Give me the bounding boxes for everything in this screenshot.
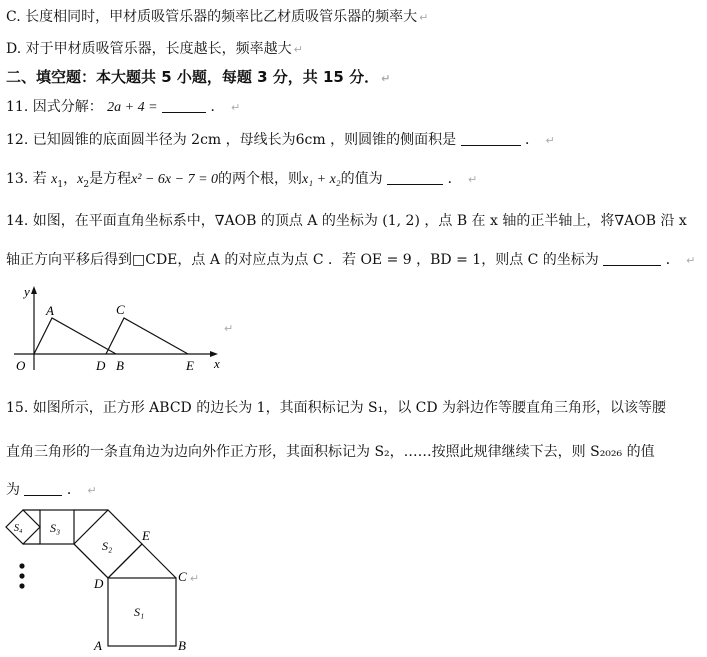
- q15-text-1: 15. 如图所示，正方形 ABCD 的边长为 1，其面积标记为 S₁，以 CD 为斜边作等腰直角三角形，以该等腰: [6, 400, 667, 416]
- square-figure: [0, 502, 220, 657]
- q13-text-2: ，: [63, 171, 78, 187]
- question-14-line-2: [6, 251, 695, 270]
- question-15-line-3: [6, 481, 97, 500]
- triangle-cde-edge: [142, 544, 176, 578]
- return-mark: ↵: [381, 72, 391, 85]
- q14-text-2: 轴正方向平移后得到□CDE，点 A 的对应点为点 C ．若 OE = 9 ，BD = 1，则点 C 的坐标为: [6, 252, 599, 268]
- continuation-dot: [19, 573, 24, 578]
- label-s2: S₂: [102, 539, 113, 553]
- return-mark: ↵: [545, 134, 555, 147]
- label-o: O: [16, 358, 26, 373]
- label-s3: S₃: [50, 521, 61, 535]
- q15-prefix: 为: [6, 482, 20, 498]
- return-mark: ↵: [190, 573, 200, 585]
- return-mark: ↵: [468, 173, 478, 186]
- return-mark: ↵: [419, 11, 429, 24]
- q14-text-1: 14. 如图，在平面直角坐标系中，∇AOB 的顶点 A 的坐标为 (1, 2) ，点 B 在 x 轴的正半轴上，将∇AOB 沿 x: [6, 213, 687, 229]
- answer-blank[interactable]: [387, 170, 443, 185]
- question-15-line-2: [6, 443, 655, 461]
- q13-text-4: 的两个根，则: [218, 171, 303, 187]
- label-b: B: [116, 358, 124, 373]
- section-heading-text: 二、填空题：本大题共 5 小题，每题 3 分，共 15 分．: [6, 68, 380, 86]
- option-d: [6, 40, 303, 59]
- label-x: x: [214, 356, 220, 371]
- label-y: y: [24, 284, 30, 299]
- triangle-side: [108, 544, 142, 578]
- section-heading: [6, 68, 390, 88]
- question-13: [6, 170, 477, 194]
- q13-sub-1: 1: [57, 179, 64, 190]
- label-d: D: [94, 576, 104, 591]
- q13-equation: x² − 6x − 7 = 0: [131, 172, 219, 187]
- q11-expression: 2a + 4 =: [107, 100, 158, 115]
- label-b: B: [178, 638, 186, 653]
- continuation-dot: [19, 563, 24, 568]
- label-a: A: [46, 303, 54, 318]
- q13-text-1: 13. 若: [6, 171, 52, 187]
- answer-blank[interactable]: [162, 98, 206, 113]
- return-mark: ↵: [686, 254, 696, 267]
- question-14-line-1: [6, 212, 687, 230]
- q13-x2: x: [77, 172, 84, 187]
- q15-period: ．: [66, 482, 81, 498]
- label-e: E: [142, 528, 150, 543]
- answer-blank[interactable]: [24, 481, 62, 496]
- y-axis-arrow-icon: [31, 286, 37, 294]
- q11-period: ．: [210, 99, 225, 115]
- label-a: A: [94, 638, 102, 653]
- coordinate-figure: [10, 282, 250, 374]
- q12-text: 12. 已知圆锥的底面圆半径为 2cm ，母线长为6cm ，则圆锥的侧面积是: [6, 132, 457, 148]
- q13-sum: x₁ + x₂: [302, 172, 341, 187]
- square-s4: [6, 510, 40, 544]
- triangle-aob: [34, 318, 116, 354]
- return-mark: ↵: [230, 101, 241, 114]
- label-s1: S₁: [134, 605, 145, 619]
- q14-period: ．: [665, 252, 680, 268]
- q13-x1: x: [51, 172, 58, 187]
- label-c: C: [116, 302, 125, 317]
- question-11: [6, 98, 240, 117]
- option-d-text: D. 对于甲材质吸管乐器，长度越长，频率越大: [6, 41, 292, 57]
- label-c: C: [178, 569, 187, 584]
- q13-text-3: 是方程: [89, 171, 132, 187]
- q13-text-5: 的值为: [340, 171, 383, 187]
- q11-prefix: 11. 因式分解：: [6, 99, 103, 115]
- question-15-line-1: [6, 399, 666, 417]
- label-d: D: [96, 358, 106, 373]
- option-c: [6, 8, 428, 27]
- q13-sub-2: 2: [83, 179, 90, 190]
- q13-period: ．: [447, 171, 462, 187]
- label-s4: S₄: [14, 523, 23, 534]
- return-mark: ↵: [293, 43, 303, 56]
- q15-text-2: 直角三角形的一条直角边为边向外作正方形，其面积标记为 S₂，……按照此规律继续下去，则 S₂₀₂₆ 的值: [6, 444, 655, 460]
- triangle-cde: [106, 318, 188, 354]
- return-mark: ↵: [224, 322, 234, 335]
- continuation-dot: [19, 583, 24, 588]
- question-12: [6, 131, 555, 150]
- q12-period: ．: [525, 132, 540, 148]
- option-c-text: C. 长度相同时，甲材质吸管乐器的频率比乙材质吸管乐器的频率大: [6, 9, 418, 25]
- answer-blank[interactable]: [603, 251, 661, 266]
- label-e: E: [186, 358, 194, 373]
- answer-blank[interactable]: [461, 131, 521, 146]
- return-mark: ↵: [87, 484, 97, 497]
